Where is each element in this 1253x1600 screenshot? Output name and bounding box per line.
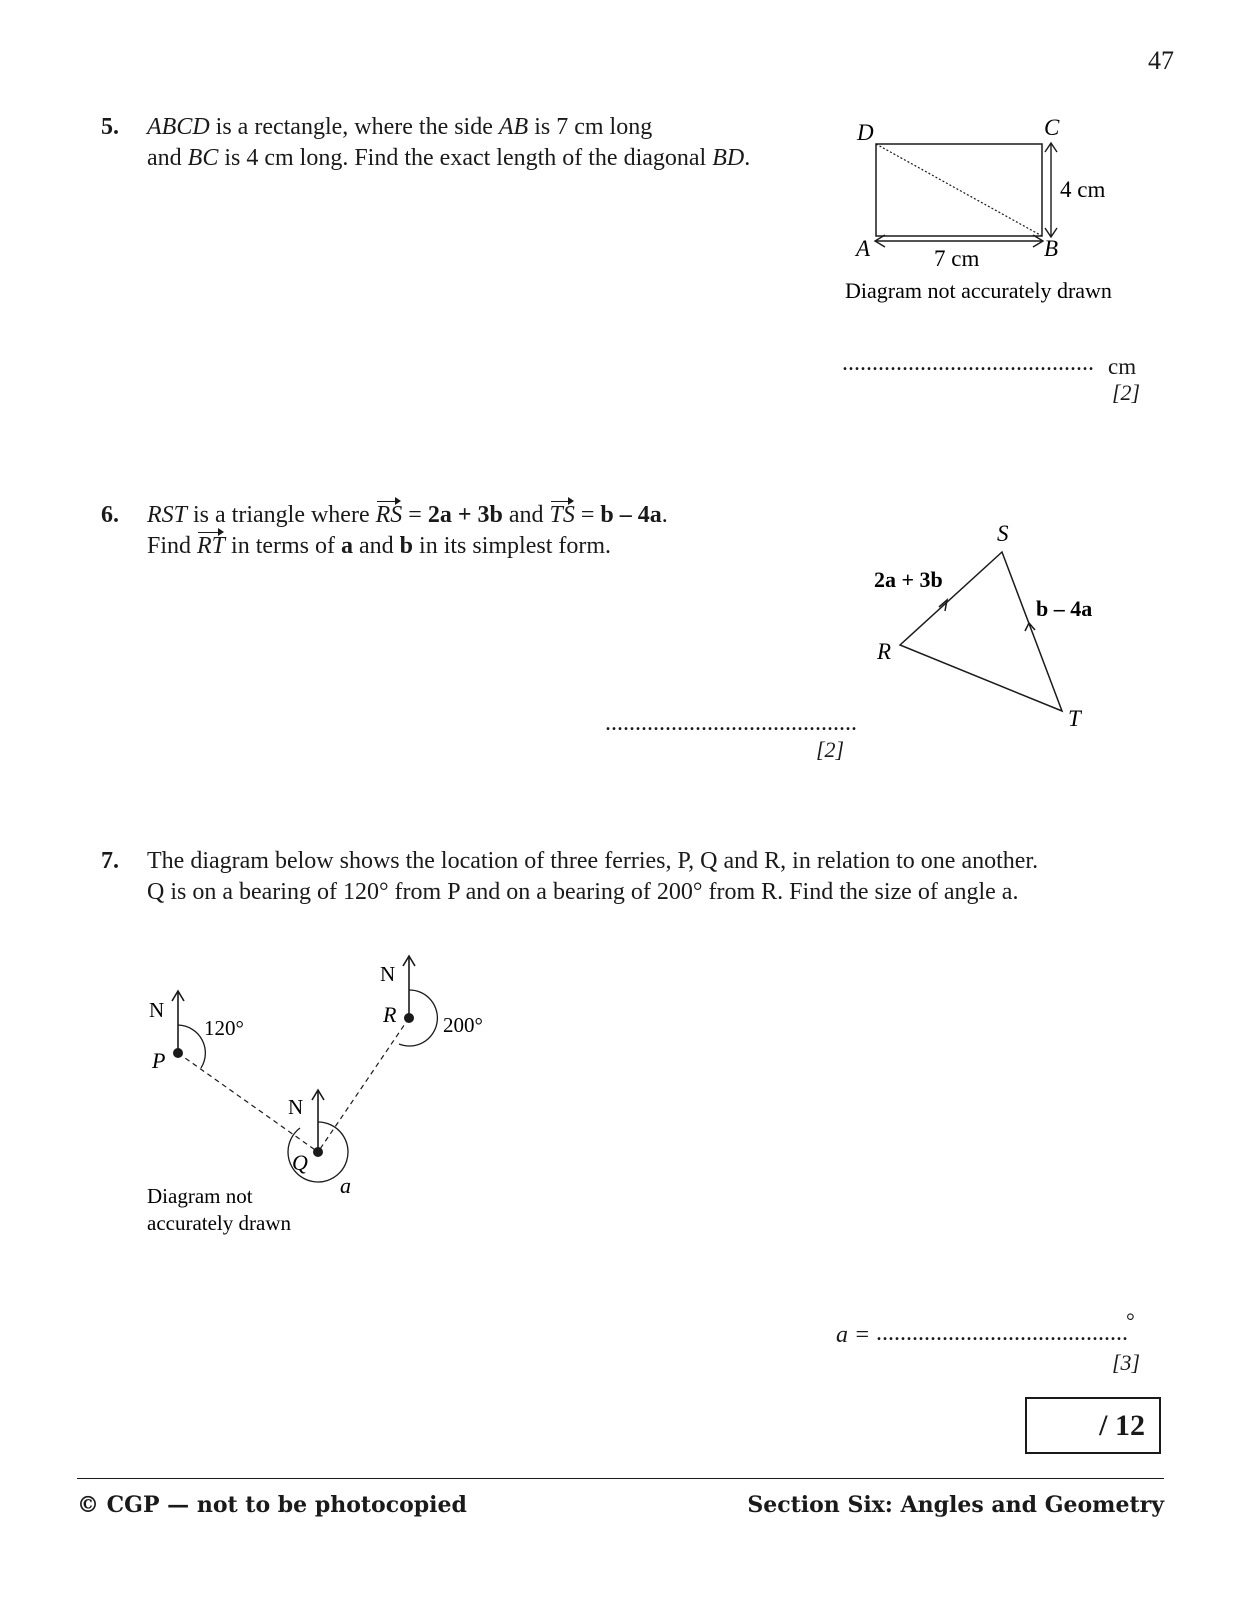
q7-answer-line[interactable]: .......................................... <box>876 1320 1128 1346</box>
q7-bearing-diagram <box>130 950 530 1250</box>
arc-120 <box>178 1025 205 1068</box>
q6-marks: [2] <box>816 737 845 762</box>
label-r: R <box>383 1002 397 1027</box>
q7-line1: The diagram below shows the location of three ferries, P, Q and R, in relation to one another. <box>147 848 1039 874</box>
q5-line2: and BC is 4 cm long. Find the exact length of the diagonal BD. <box>147 145 751 171</box>
score-total: / 12 <box>1099 1409 1145 1442</box>
q7-answer-prefix: a = <box>836 1322 871 1348</box>
diagonal-bd <box>876 144 1042 236</box>
diagram-note-1: Diagram not <box>147 1184 253 1208</box>
svg-text:N: N <box>380 962 396 986</box>
label-b: B <box>1044 236 1059 261</box>
q6-answer-line[interactable]: .......................................... <box>605 710 857 736</box>
label-q: Q <box>292 1150 308 1175</box>
page-number: 47 <box>1148 46 1174 75</box>
q5-rectangle-diagram <box>830 110 1150 310</box>
label-s: S <box>997 521 1009 546</box>
footer-rule <box>77 1478 1164 1479</box>
footer-section-title: Section Six: Angles and Geometry <box>747 1492 1164 1518</box>
diagram-note: Diagram not accurately drawn <box>845 278 1112 303</box>
q5-number: 5. <box>101 114 119 140</box>
label-120: 120° <box>204 1016 244 1040</box>
q7-marks: [3] <box>1112 1350 1141 1375</box>
q7-degree-symbol: ° <box>1126 1308 1135 1333</box>
label-c: C <box>1044 115 1060 140</box>
q5-text <box>147 112 807 174</box>
label-a: a <box>340 1173 351 1198</box>
label-200: 200° <box>443 1013 483 1037</box>
q6-line1: RST is a triangle where RS = 2a + 3b and TS = b – 4a. <box>147 500 787 531</box>
q6-number: 6. <box>101 502 119 528</box>
diagram-note-2: accurately drawn <box>147 1211 291 1235</box>
q6-line2: Find RT in terms of a and b in its simplest form. <box>147 531 787 562</box>
q7-text <box>147 846 1147 908</box>
q5-line1: ABCD is a rectangle, where the side AB is 7 cm long <box>147 114 653 140</box>
label-p: P <box>152 1048 166 1073</box>
point-r <box>404 1013 414 1023</box>
vector-rs: RS <box>376 500 403 531</box>
label-4cm: 4 cm <box>1060 177 1106 202</box>
point-q <box>313 1147 323 1157</box>
vector-ts: TS <box>550 500 575 531</box>
q7-line2: Q is on a bearing of 120° from P and on a bearing of 200° from R. Find the size of angle a. <box>147 879 1019 905</box>
q5-answer-line[interactable]: .......................................... <box>842 350 1094 376</box>
label-a: A <box>856 236 871 261</box>
label-7cm: 7 cm <box>934 246 980 271</box>
label-r: R <box>877 639 892 664</box>
label-2a-3b: 2a + 3b <box>874 567 943 592</box>
label-d: D <box>857 120 874 145</box>
vector-rt: RT <box>197 531 225 562</box>
path-rq <box>318 1018 409 1152</box>
footer-copyright: © CGP — not to be photocopied <box>77 1492 467 1518</box>
q7-number: 7. <box>101 848 119 874</box>
label-b-4a: b – 4a <box>1036 596 1093 621</box>
q5-answer-unit: cm <box>1108 354 1137 379</box>
label-t: T <box>1068 706 1081 731</box>
svg-text:N: N <box>149 998 165 1022</box>
score-box <box>1025 1397 1161 1454</box>
q5-marks: [2] <box>1112 380 1141 405</box>
svg-text:N: N <box>288 1095 304 1119</box>
point-p <box>173 1048 183 1058</box>
q6-triangle-diagram <box>860 515 1140 745</box>
q6-text <box>147 500 787 562</box>
